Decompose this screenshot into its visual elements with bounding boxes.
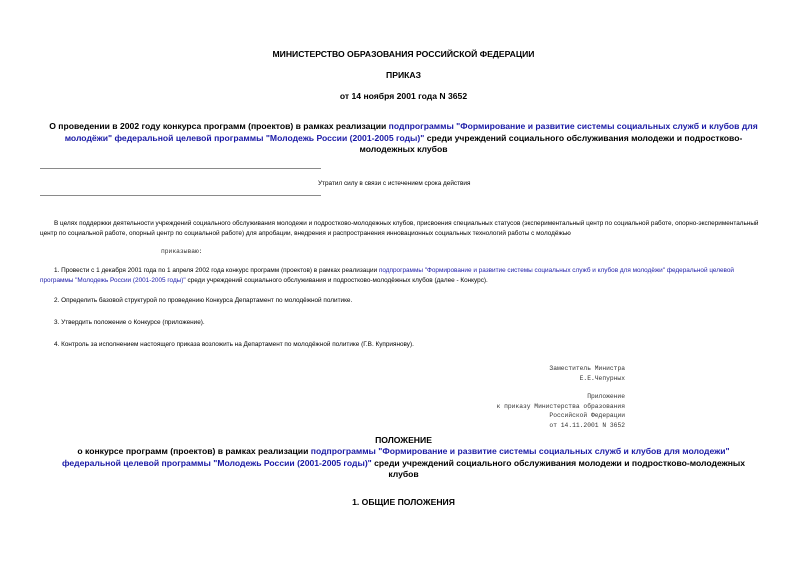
subprogram-link-item-1[interactable]: подпрограммы "Формирование и развитие системы социальных служб и клубов для молодёжи" федеральной целевой программы "Молодежь России (2001-2005 годы)"	[40, 267, 734, 284]
appendix-line-4: от 14.11.2001 N 3652	[549, 421, 625, 429]
appendix-line-2: к приказу Министерства образования	[496, 402, 625, 410]
ministry-heading: МИНИСТЕРСТВО ОБРАЗОВАНИЯ РОССИЙСКОЙ ФЕДЕРАЦИИ	[272, 49, 535, 59]
title-text-start: О проведении в 2002 году конкурса программ (проектов) в рамках реализации	[49, 121, 389, 131]
regulation-heading: ПОЛОЖЕНИЕ	[375, 435, 432, 445]
title-text-end: среди учреждений социального обслуживания молодежи и подростково-молодежных клубов	[359, 132, 743, 154]
document-type: ПРИКАЗ	[386, 70, 421, 80]
section-1-heading: 1. ОБЩИЕ ПОЛОЖЕНИЯ	[352, 497, 455, 507]
order-item-4: 4. Контроль за исполнением настоящего приказа возложить на Департамент по молодёжной политике (Г.В. Куприянову).	[54, 341, 414, 348]
signature-block	[440, 364, 625, 383]
preamble-paragraph: В целях поддержки деятельности учреждений социального обслуживания молодежи и подростково-молодежных клубов, присвоения специальных статусов (экспериментальный центр по социальной работе, опорно-экспериментальный центр по социальной работе, опорный центр по социальной работе) для апробации, внедрения и распространения инновационных социальных технологий работы с молодёжью	[40, 220, 759, 237]
order-word: приказываю:	[161, 248, 203, 255]
appendix-line-1: Приложение	[587, 393, 625, 400]
appendix-block	[400, 392, 625, 430]
appendix-line-3: Российской Федерации	[549, 412, 625, 420]
divider-bottom	[40, 195, 321, 196]
document-date: от 14 ноября 2001 года N 3652	[339, 91, 468, 101]
subprogram-link[interactable]: подпрограммы "Формирование и развитие системы социальных служб и клубов для молодёжи" федеральной целевой программы "Молодежь России (2001-2005 годы)"	[64, 121, 758, 143]
signature-position: Заместитель Министра	[549, 365, 625, 372]
document-title	[40, 121, 767, 156]
order-item-2: 2. Определить базовой структурой по проведению Конкурса Департамент по молодёжной политике.	[54, 297, 353, 304]
order-item-3: 3. Утвердить положение о Конкурсе (приложение).	[54, 319, 205, 326]
divider-top	[40, 168, 321, 169]
subprogram-link-regulation[interactable]: подпрограммы "Формирование и развитие системы социальных служб и клубов для молодежи" федеральной целевой программы "Молодежь России (2001-2005 годы)"	[61, 446, 730, 468]
order-item-1: 1. Провести с 1 декабря 2001 года по 1 апреля 2002 года конкурс программ (проектов) в рамках реализации подпрограммы "Формирование и развитие системы социальных служб и клубов для молодёжи" федеральной целевой программы "Молодежь России (2001-2005 годы)" среди учреждений социального обслуживания и подростково-молодёжных клубов (далее - Конкурс).	[40, 267, 734, 284]
status-note: Утратил силу в связи с истечением срока действия	[318, 180, 471, 187]
regulation-subtitle: о конкурсе программ (проектов) в рамках реализации подпрограммы "Формирование и развитие системы социальных служб и клубов для молодежи" федеральной целевой программы "Молодежь России (2001-2005 годы)" среди учреждений социального обслуживания молодежи и подростково-молодежных клубов	[61, 446, 746, 479]
signature-name: Е.Е.Чепурных	[579, 374, 625, 382]
